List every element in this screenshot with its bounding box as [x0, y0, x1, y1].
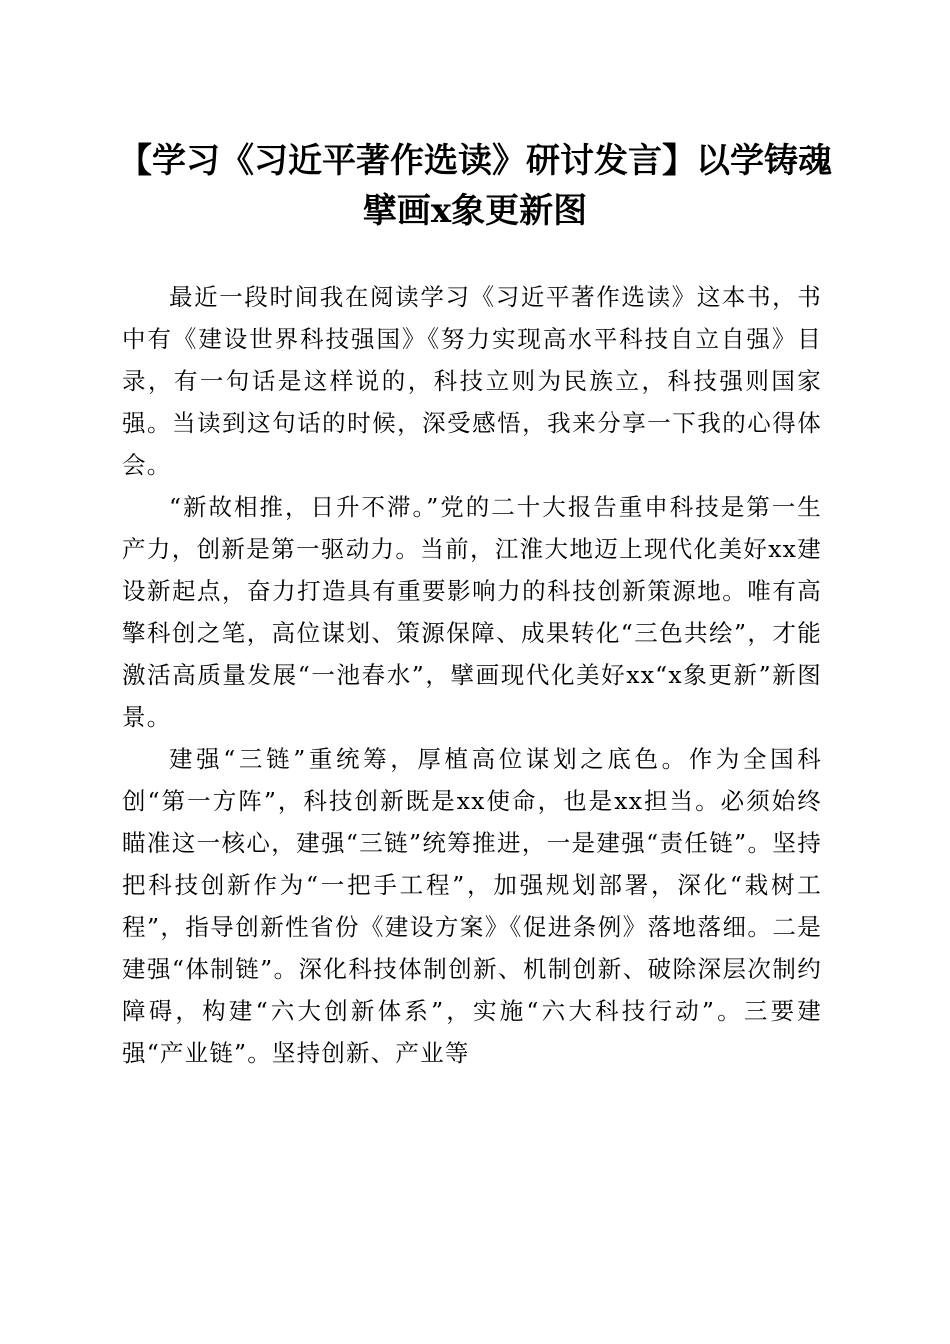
- document-body: [122, 276, 822, 1074]
- paragraph-3: 建强“三链”重统筹，厚植高位谋划之底色。作为全国科创“第一方阵”，科技创新既是xx使命，也是xx担当。必须始终瞄准这一核心，建强“三链”统筹推进，一是建强“责任链”。坚持把科技创新作为“一把手工程”，加强规划部署，深化“栽树工程”，指导创新性省份《建设方案》《促进条例》落地落细。二是建强“体制链”。深化科技体制创新、机制创新、破除深层次制约障碍，构建“六大创新体系”，实施“六大科技行动”。三要建强“产业链”。坚持创新、产业等: [122, 745, 822, 1067]
- paragraph-1: 最近一段时间我在阅读学习《习近平著作选读》这本书，书中有《建设世界科技强国》《努力实现高水平科技自立自强》目录，有一句话是这样说的，科技立则为民族立，科技强则国家强。当读到这句话的时候，深受感悟，我来分享一下我的心得体会。: [122, 283, 822, 479]
- document-title: 【学习《习近平著作选读》研讨发言】以学铸魂擘画x象更新图: [118, 141, 832, 231]
- paragraph-2: “新故相推，日升不滞。”党的二十大报告重申科技是第一生产力，创新是第一驱动力。当前，江淮大地迈上现代化美好xx建设新起点，奋力打造具有重要影响力的科技创新策源地。唯有高擎科创之笔，高位谋划、策源保障、成果转化“三色共绘”，才能激活高质量发展“一池春水”，擘画现代化美好xx“x象更新”新图景。: [122, 493, 822, 731]
